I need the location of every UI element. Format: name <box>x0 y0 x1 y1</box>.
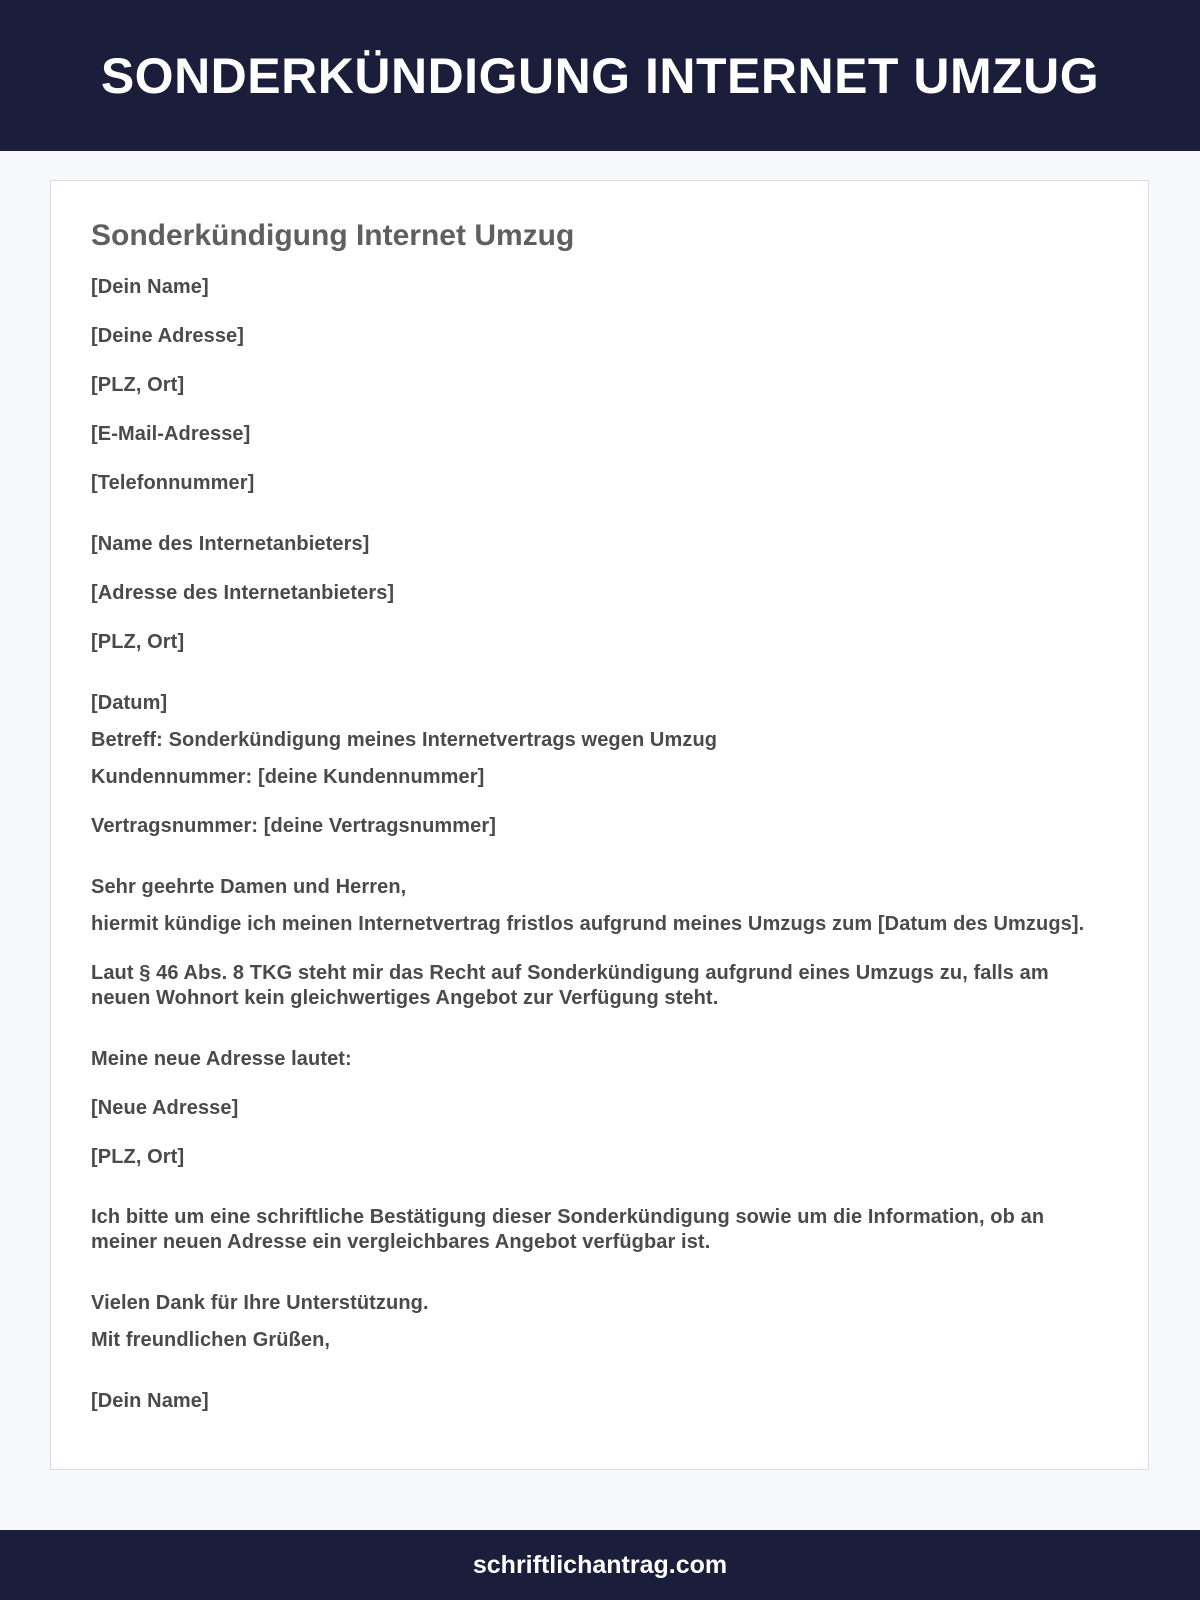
customer-number: Kundennummer: [deine Kundennummer] <box>91 766 485 788</box>
signature-name: [Dein Name] <box>91 1390 209 1412</box>
salutation: Sehr geehrte Damen und Herren, <box>91 876 407 898</box>
letter-title: Sonderkündigung Internet Umzug <box>91 219 575 252</box>
recipient-name: [Name des Internetanbieters] <box>91 533 370 555</box>
recipient-plz-ort: [PLZ, Ort] <box>91 631 185 653</box>
sender-phone: [Telefonnummer] <box>91 472 255 494</box>
closing-line: Mit freundlichen Grüßen, <box>91 1329 331 1351</box>
letter-subject: Betreff: Sonderkündigung meines Internetvertrags wegen Umzug <box>91 729 718 751</box>
sender-address: [Deine Adresse] <box>91 325 245 347</box>
paragraph-legal-basis: Laut § 46 Abs. 8 TKG steht mir das Recht auf Sonderkündigung aufgrund eines Umzugs zu, falls am neuen Wohnort kein gleichwertiges Angebot zur Verfügung steht. <box>91 962 1049 1009</box>
paragraph-termination: hiermit kündige ich meinen Internetvertrag fristlos aufgrund meines Umzugs zum [Datum des Umzugs]. <box>91 913 1085 935</box>
sender-plz-ort: [PLZ, Ort] <box>91 374 185 396</box>
paragraph-confirmation-request: Ich bitte um eine schriftliche Bestätigung dieser Sonderkündigung sowie um die Information, ob an meiner neuen Adresse ein vergleichbares Angebot verfügbar ist. <box>91 1206 1045 1253</box>
letter-date: [Datum] <box>91 692 168 714</box>
contract-number: Vertragsnummer: [deine Vertragsnummer] <box>91 815 497 837</box>
footer-site-name: schriftlichantrag.com <box>472 1550 728 1579</box>
page-header <box>0 0 1200 151</box>
page-footer <box>0 1530 1200 1600</box>
page-title: SONDERKÜNDIGUNG INTERNET UMZUG <box>100 47 1100 104</box>
new-address: [Neue Adresse] <box>91 1097 239 1119</box>
sender-email: [E-Mail-Adresse] <box>91 423 251 445</box>
new-plz-ort: [PLZ, Ort] <box>91 1146 185 1168</box>
new-address-intro: Meine neue Adresse lautet: <box>91 1048 352 1070</box>
thanks-line: Vielen Dank für Ihre Unterstützung. <box>91 1292 429 1314</box>
letter-card <box>50 180 1149 1470</box>
sender-name: [Dein Name] <box>91 276 209 298</box>
recipient-address: [Adresse des Internetanbieters] <box>91 582 395 604</box>
